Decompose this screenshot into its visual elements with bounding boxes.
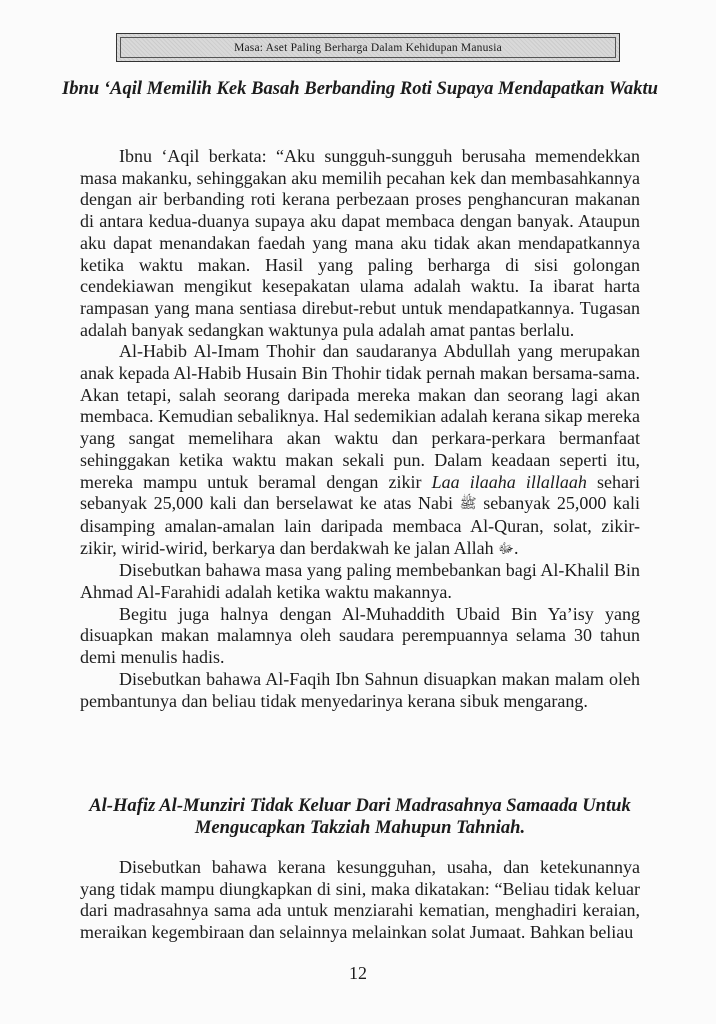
allah-honorific-icon: ﷻ (498, 541, 514, 557)
paragraph: Ibnu ‘Aqil berkata: “Aku sungguh-sungguh berusaha memendekkan masa makanku, sehinggakan aku memilih pecahan kek dan membasahkannya dengan air berbanding roti kerana perbezaan proses penghancuran makanan di antara kedua-duanya supaya aku dapat membaca dengan banyak. Ataupun aku dapat menandakan faedah yang mana aku tidak akan mendapatkannya ketika waktu makan. Hasil yang paling berharga di sisi golongan cendekiawan mengikut kesepakatan ulama adalah waktu. Ia ibarat harta rampasan yang mana sentiasa direbut-rebut untuk mendapatkannya. Tugasan adalah banyak sedangkan waktunya pula adalah amat pantas berlalu. (80, 146, 640, 340)
zikir-phrase: Laa ilaaha illallaah (431, 471, 587, 492)
section-body (80, 857, 640, 944)
paragraph: Begitu juga halnya dengan Al-Muhaddith Ubaid Bin Ya’isy yang disuapkan makan malamnya oleh saudara perempuannya selama 30 tahun demi menulis hadis. (80, 603, 640, 668)
text-run: sebanyak 25,000 kali disamping amalan-amalan lain daripada membaca Al-Quran, solat, zikir-zikir, wirid-wirid, berkarya dan berdakwah ke jalan Allah (80, 493, 640, 558)
section-title: Ibnu ‘Aqil Memilih Kek Basah Berbanding Roti Supaya Mendapatkan Waktu (62, 78, 658, 99)
text-run: Al-Habib Al-Imam Thohir dan saudaranya Abdullah yang merupakan anak kepada Al-Habib Husain Bin Thohir tidak pernah makan bersama-sama. Akan tetapi, salah seorang daripada mereka makan dan seorang lagi akan membaca. Kemudian sebaliknya. Hal sedemikian adalah kerana sikap mereka yang sangat memelihara akan waktu dan perkara-perkara bermanfaat sehinggakan ketika waktu makan sekali pun. Dalam keadaan seperti itu, mereka mampu untuk beramal dengan zikir (80, 341, 640, 492)
paragraph: Disebutkan bahawa masa yang paling membebankan bagi Al-Khalil Bin Ahmad Al-Farahidi adalah ketika waktu makannya. (80, 560, 640, 603)
running-title: Masa: Aset Paling Berharga Dalam Kehidupan Manusia (234, 41, 502, 54)
page-number: 12 (349, 963, 367, 983)
paragraph (80, 341, 640, 560)
running-header (116, 33, 620, 62)
section-body (80, 146, 640, 712)
section-title: Al-Hafiz Al-Munziri Tidak Keluar Dari Madrasahnya Samaada Untuk Mengucapkan Takziah Mahupun Tahniah. (89, 795, 631, 838)
text-run: . (513, 537, 519, 558)
text-run: sehari sebanyak 25,000 kali dan berselawat ke atas Nabi (80, 471, 640, 514)
paragraph: Disebutkan bahawa Al-Faqih Ibn Sahnun disuapkan makan malam oleh pembantunya dan beliau tidak menyedarinya kerana sibuk mengarang. (80, 668, 640, 711)
paragraph: Disebutkan bahawa kerana kesungguhan, usaha, dan ketekunannya yang tidak mampu diungkapkan di sini, maka dikatakan: “Beliau tidak keluar dari madrasahnya sama ada untuk menziarahi kematian, menghadiri keraian, meraikan kegembiraan dan selainnya melainkan solat Jumaat. Bahkan beliau (80, 857, 640, 943)
salawat-symbol-icon: ﷺ (459, 497, 477, 513)
